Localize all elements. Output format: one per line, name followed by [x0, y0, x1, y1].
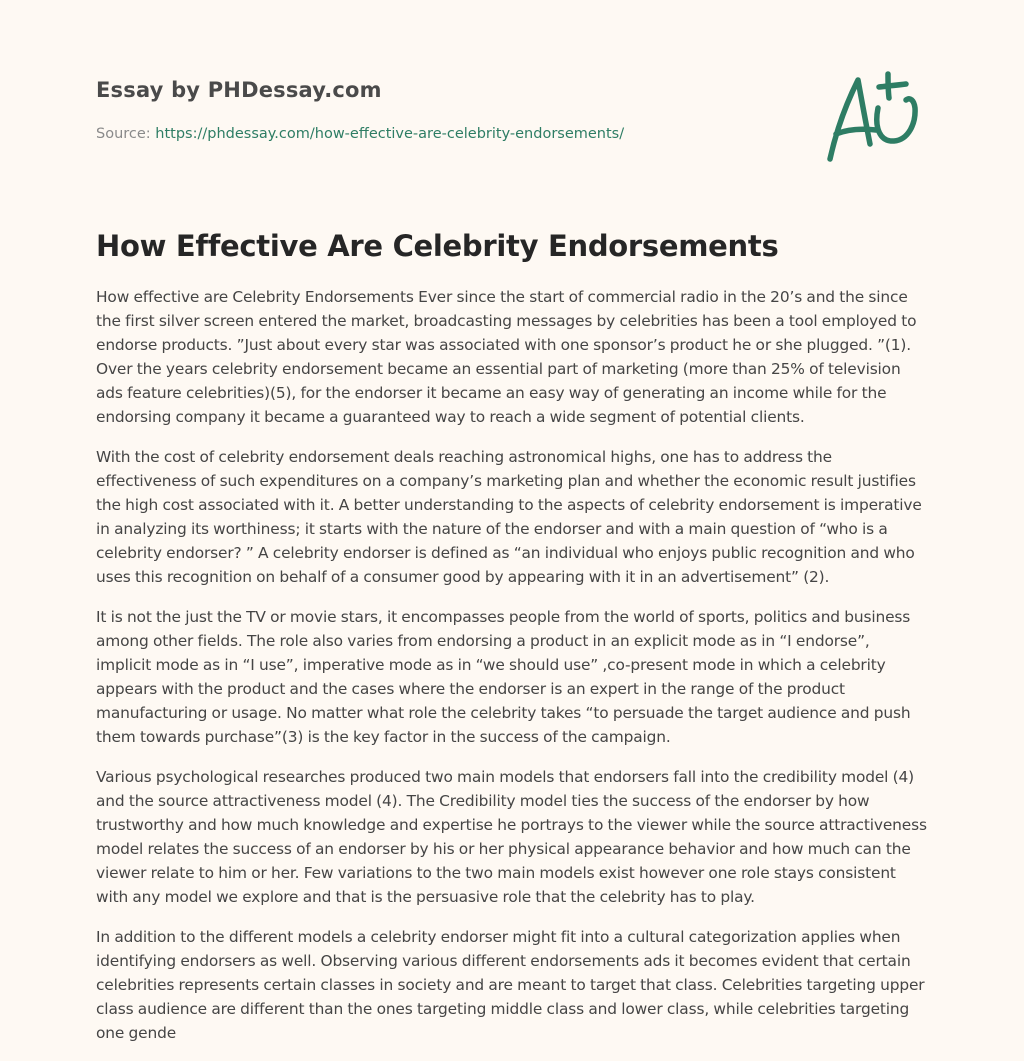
essay-header	[96, 76, 796, 144]
essay-paragraph: In addition to the different models a celebrity endorser might fit into a cultural categorization applies when identifying endorsers as well. Observing various different endorsements ads it becomes evident that certain celebrities represents certain classes in society and are meant to target that class. Celebrities targeting upper class audience are different than the ones targeting middle class and lower class, while celebrities targeting one gende	[96, 928, 925, 1042]
source-label: Source:	[96, 126, 156, 142]
essay-paragraph: Various psychological researches produced two main models that endorsers fall into the credibility model (4) and the source attractiveness model (4). The Credibility model ties the success of the endorser by how trustworthy and how much knowledge and expertise he portrays to the viewer while the source attractiveness model relates the success of an endorser by his or her physical appearance behavior and how much can the viewer relate to him or her. Few variations to the two main models exist however one role stays consistent with any model we explore and that is the persuasive role that the celebrity has to play.	[96, 768, 927, 906]
essay-title: How Effective Are Celebrity Endorsements	[96, 229, 779, 263]
source-line	[96, 124, 796, 144]
essay-body	[96, 285, 928, 1061]
a-plus-logo-icon	[822, 70, 928, 164]
essay-paragraph: How effective are Celebrity Endorsements Ever since the start of commercial radio in the 20’s and the since the first silver screen entered the market, broadcasting messages by celebrities has been a tool employed to endorse products. ”Just about every star was associated with one sponsor’s product he or she plugged. ”(1). Over the years celebrity endorsement became an essential part of marketing (more than 25% of television ads feature celebrities)(5), for the endorser it became an easy way of generating an income while for the endorsing company it became a guaranteed way to reach a wide segment of potential clients.	[96, 288, 917, 426]
essay-paragraph: With the cost of celebrity endorsement deals reaching astronomical highs, one has to address the effectiveness of such expenditures on a company’s marketing plan and whether the economic result justifies the high cost associated with it. A better understanding to the aspects of celebrity endorsement is imperative in analyzing its worthiness; it starts with the nature of the endorser and with a main question of “who is a celebrity endorser? ” A celebrity endorser is defined as “an individual who enjoys public recognition and who uses this recognition on behalf of a consumer good by appearing with it in an advertisement” (2).	[96, 448, 922, 586]
source-link[interactable]: https://phdessay.com/how-effective-are-celebrity-endorsements/	[155, 126, 625, 142]
essay-paragraph: It is not the just the TV or movie stars, it encompasses people from the world of sports, politics and business among other fields. The role also varies from endorsing a product in an explicit mode as in “I endorse”, implicit mode as in “I use”, imperative mode as in “we should use” ,co-present mode in which a celebrity appears with the product and the cases where the endorser is an expert in the range of the product manufacturing or usage. No matter what role the celebrity takes “to persuade the target audience and push them towards purchase”(3) is the key factor in the success of the campaign.	[96, 608, 911, 746]
site-brand: Essay by PHDessay.com	[96, 78, 382, 102]
